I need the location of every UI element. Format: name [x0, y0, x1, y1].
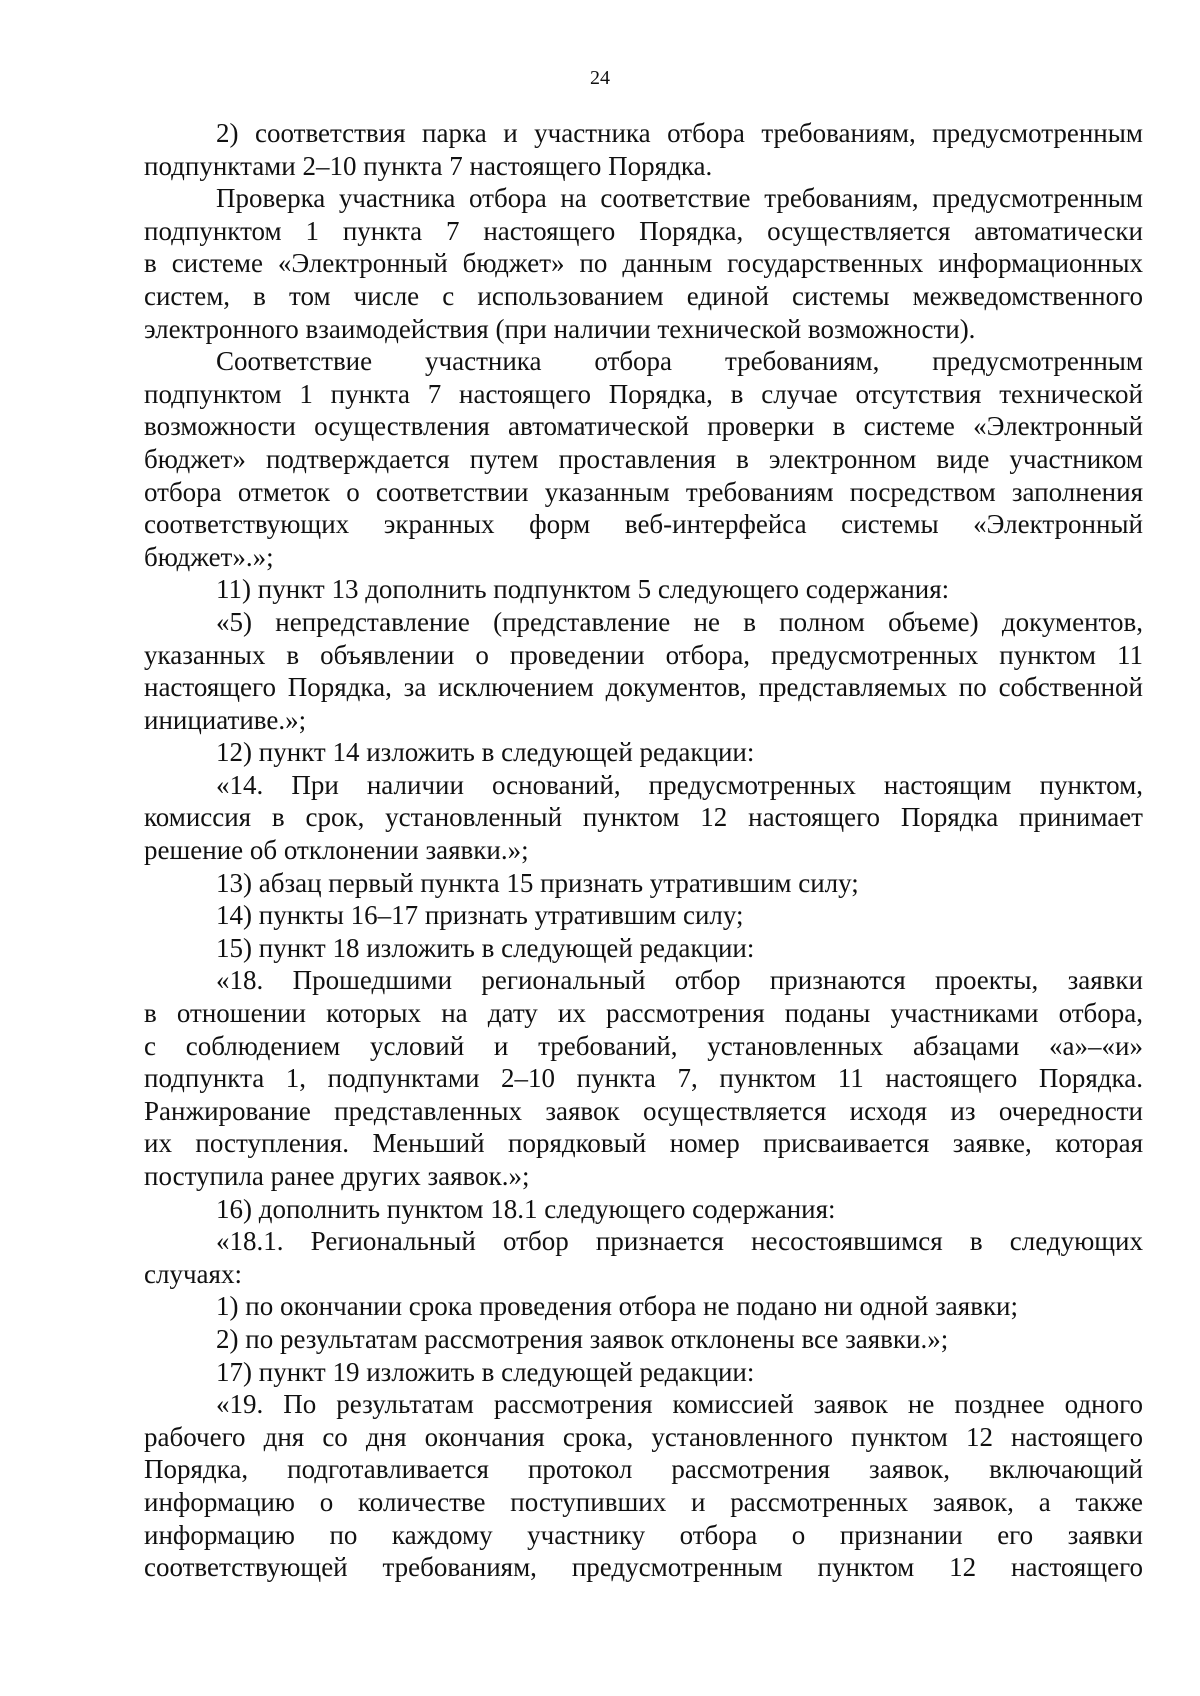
text-line: 15) пункт 18 изложить в следующей редакции: [216, 932, 755, 963]
text-line: 12) пункт 14 изложить в следующей редакции: [216, 737, 755, 768]
text-line: поступила ранее других заявок.»; [144, 1161, 530, 1191]
text-line: их поступления. Меньший порядковый номер присваивается заявке, которая [144, 1128, 1143, 1159]
text-line: «14. При наличии оснований, предусмотренных настоящим пунктом, [216, 769, 1143, 800]
text-line: возможности осуществления автоматической проверки в системе «Электронный [144, 411, 1143, 442]
text-line: «19. По результатам рассмотрения комиссией заявок не позднее одного [216, 1389, 1143, 1420]
text-line: 14) пункты 16–17 признать утратившим силу; [216, 900, 744, 931]
text-line: «18.1. Региональный отбор признается несостоявшимся в следующих [216, 1226, 1143, 1257]
text-line: 11) пункт 13 дополнить подпунктом 5 следующего содержания: [216, 574, 950, 605]
text-line: информацию по каждому участнику отбора о признании его заявки [144, 1519, 1143, 1550]
text-line: в отношении которых на дату их рассмотрения поданы участниками отбора, [144, 998, 1143, 1029]
text-line: «5) непредставление (представление не в полном объеме) документов, [216, 606, 1143, 637]
text-line: систем, в том числе с использованием единой системы межведомственного [144, 280, 1143, 311]
text-line: электронного взаимодействия (при наличии технической возможности). [144, 313, 976, 344]
text-line: 17) пункт 19 изложить в следующей редакции: [216, 1356, 755, 1387]
text-line: Проверка участника отбора на соответствие требованиям, предусмотренным [216, 183, 1143, 214]
text-line: в системе «Электронный бюджет» по данным государственных информационных [144, 248, 1143, 279]
text-line: бюджет».»; [144, 541, 274, 572]
body-text [144, 117, 1143, 1584]
text-line: 1) по окончании срока проведения отбора не подано ни одной заявки; [216, 1291, 1019, 1322]
text-line: инициативе.»; [144, 704, 307, 735]
text-line: с соблюдением условий и требований, установленных абзацами «а»–«и» [144, 1030, 1143, 1061]
text-line: 2) по результатам рассмотрения заявок отклонены все заявки.»; [216, 1323, 949, 1354]
text-line: Соответствие участника отбора требованиям, предусмотренным [216, 346, 1143, 377]
text-line: Порядка, подготавливается протокол рассмотрения заявок, включающий [144, 1454, 1143, 1485]
text-line: 2) соответствия парка и участника отбора требованиям, предусмотренным [216, 118, 1143, 148]
text-line: подпунктом 1 пункта 7 настоящего Порядка, в случае отсутствия технической [144, 378, 1143, 409]
text-line: Ранжирование представленных заявок осуществляется исходя из очередности [144, 1095, 1143, 1126]
text-line: «18. Прошедшими региональный отбор признаются проекты, заявки [216, 965, 1143, 996]
page-number: 24 [590, 67, 610, 89]
text-line: подпункта 1, подпунктами 2–10 пункта 7, пунктом 11 настоящего Порядка. [144, 1063, 1143, 1094]
text-line: соответствующих экранных форм веб-интерфейса системы «Электронный [144, 509, 1143, 540]
text-line: соответствующей требованиям, предусмотренным пунктом 12 настоящего [144, 1552, 1143, 1583]
text-line: подпунктами 2–10 пункта 7 настоящего Порядка. [144, 150, 713, 181]
text-line: рабочего дня со дня окончания срока, установленного пунктом 12 настоящего [144, 1421, 1143, 1452]
text-line: указанных в объявлении о проведении отбора, предусмотренных пунктом 11 [144, 639, 1143, 670]
text-line: подпунктом 1 пункта 7 настоящего Порядка, осуществляется автоматически [144, 215, 1143, 246]
text-line: 13) абзац первый пункта 15 признать утратившим силу; [216, 867, 859, 898]
text-line: настоящего Порядка, за исключением документов, представляемых по собственной [144, 672, 1143, 703]
text-line: случаях: [144, 1258, 242, 1289]
text-line: решение об отклонении заявки.»; [144, 835, 529, 866]
text-line: информацию о количестве поступивших и рассмотренных заявок, а также [144, 1486, 1143, 1517]
text-line: комиссия в срок, установленный пунктом 12 настоящего Порядка принимает [144, 802, 1143, 833]
text-line: 16) дополнить пунктом 18.1 следующего содержания: [216, 1193, 836, 1224]
text-line: отбора отметок о соответствии указанным требованиям посредством заполнения [144, 476, 1143, 507]
text-line: бюджет» подтверждается путем проставления в электронном виде участником [144, 443, 1143, 474]
